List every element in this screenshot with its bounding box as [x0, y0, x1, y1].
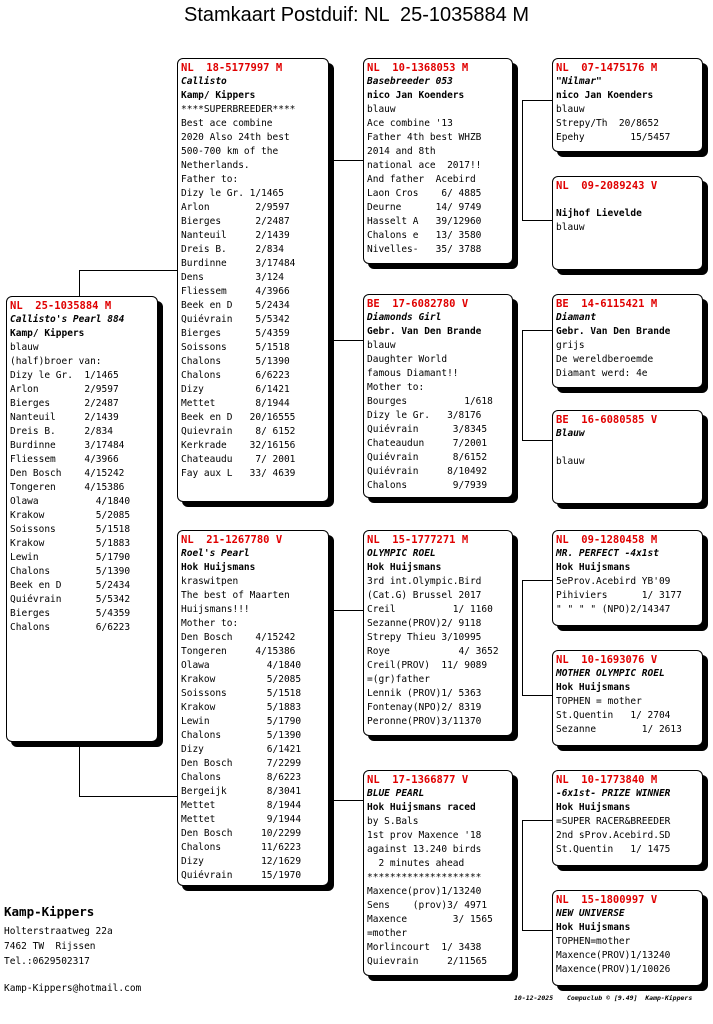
pigeon-name [556, 193, 699, 207]
page-title: Stamkaart Postduif: NL 25-1035884 M [184, 4, 529, 26]
info-line: 3rd int.Olympic.Bird [367, 576, 482, 587]
info-line: famous Diamant!! [367, 368, 459, 379]
breeder-phone: Tel.:0629502317 [4, 956, 90, 967]
connector [333, 610, 334, 800]
breeder-name: Kamp-Kippers [4, 904, 95, 919]
info-line: Dizy le Gr. 1/1465 [181, 188, 284, 199]
info-line: grijs [556, 340, 585, 351]
info-line: Chalons 6/6223 [181, 370, 290, 381]
info-line: Quievrain 8/ 6152 [181, 426, 296, 437]
info-line: Diamant werd: 4e [556, 368, 648, 379]
ff-card [363, 58, 513, 264]
ring-number: BE 16-6080585 V [556, 414, 658, 426]
info-line: The best of Maarten [181, 590, 290, 601]
pigeon-name: Callisto [181, 76, 227, 87]
info-line: Soissons 5/1518 [181, 688, 302, 699]
info-line: Roye 4/ 3652 [367, 646, 499, 657]
owner-name: Gebr. Van Den Brande [556, 326, 671, 337]
info-line: Peronne(PROV)3/11370 [367, 716, 482, 727]
info-line: 2020 Also 24th best [181, 132, 290, 143]
info-line: Burdinne 3/17484 [10, 440, 125, 451]
fff-card [552, 58, 703, 152]
ring-number: NL 21-1267780 V [181, 534, 283, 546]
info-line: blauw [10, 342, 39, 353]
info-line: Quiévrain 5/5342 [181, 314, 290, 325]
info-line: blauw [367, 104, 396, 115]
info-line: Quievrain 2/11565 [367, 956, 488, 967]
ring-number: BE 14-6115421 M [556, 298, 658, 310]
info-line: Krakow 5/2085 [181, 674, 302, 685]
info-line: Morlincourt 1/ 3438 [367, 942, 482, 953]
info-line: St.Quentin 1/ 1475 [556, 844, 671, 855]
pigeon-name: "Nilmar" [556, 76, 602, 87]
info-line: Olawa 4/1840 [181, 660, 302, 671]
info-line: =mother [367, 928, 408, 939]
info-line: Bierges 5/4359 [181, 328, 290, 339]
info-line: Chalons 9/7939 [367, 480, 488, 491]
connector [522, 440, 552, 441]
ring-number: NL 15-1777271 M [367, 534, 469, 546]
breeder-address: Holterstraatweg 22a [4, 926, 113, 937]
pigeon-name: MR. PERFECT -4x1st [556, 548, 659, 559]
info-line: Krakow 5/1883 [10, 538, 131, 549]
ring-number: NL 17-1366877 V [367, 774, 469, 786]
info-line: Fliessem 4/3966 [181, 286, 290, 297]
info-line: Laon Cros 6/ 4885 [367, 188, 482, 199]
info-line: Den Bosch 4/15242 [181, 632, 296, 643]
ring-number: BE 17-6082780 V [367, 298, 469, 310]
owner-name [556, 441, 699, 455]
ring-number: NL 25-1035884 M [10, 300, 112, 312]
owner-name: Hok Huijsmans [367, 562, 442, 573]
info-line: 5eProv.Acebird YB'09 [556, 576, 671, 587]
info-line: =SUPER RACER&BREEDER [556, 816, 671, 827]
info-line: Mettet 8/1944 [181, 398, 290, 409]
info-line: 2nd sProv.Acebird.SD [556, 830, 671, 841]
pigeon-name: Roel's Pearl [181, 548, 250, 559]
info-line: Dizy le Gr. 3/8176 [367, 410, 482, 421]
info-line: Quiévrain 8/10492 [367, 466, 488, 477]
info-line: Mother to: [181, 618, 239, 629]
info-line: Dizy le Gr. 1/1465 [10, 370, 119, 381]
info-line: Tongeren 4/15386 [181, 646, 296, 657]
print-date: 10-12-2025 [514, 994, 554, 1002]
info-line: Chalons 11/6223 [181, 842, 302, 853]
info-line: 2014 and 8th [367, 146, 436, 157]
connector [79, 270, 80, 298]
ring-number: NL 10-1773840 M [556, 774, 658, 786]
info-line: Sens (prov)3/ 4971 [367, 900, 488, 911]
info-line: Burdinne 3/17484 [181, 258, 296, 269]
info-line: 2 minutes ahead [367, 858, 465, 869]
info-line: Fliessem 4/3966 [10, 454, 119, 465]
fmf-card [552, 294, 703, 388]
info-line: Nanteuil 2/1439 [181, 230, 290, 241]
info-line: Soissons 5/1518 [10, 524, 131, 535]
owner-name: Hok Huijsmans [556, 802, 631, 813]
owner-name: Kamp/ Kippers [10, 328, 85, 339]
info-line: Maxence(prov)1/13240 [367, 886, 482, 897]
owner-name: Hok Huijsmans [556, 682, 631, 693]
info-line: Fay aux L 33/ 4639 [181, 468, 296, 479]
ring-number: NL 10-1693076 V [556, 654, 658, 666]
connector [522, 820, 552, 821]
info-line: Maxence(PROV)1/10026 [556, 964, 671, 975]
owner-name: Hok Huijsmans [556, 562, 631, 573]
info-line: Bierges 2/2487 [10, 398, 119, 409]
info-line: Krakow 5/1883 [181, 702, 302, 713]
info-line: (half)broer van: [10, 356, 102, 367]
info-line: ****SUPERBREEDER**** [181, 104, 296, 115]
pigeon-name: Basebreeder 053 [367, 76, 453, 87]
mmf-card [552, 770, 703, 866]
info-line: Dizy 12/1629 [181, 856, 302, 867]
ring-number: NL 15-1800997 V [556, 894, 658, 906]
info-line: Nivelles- 35/ 3788 [367, 244, 482, 255]
info-line: Maxence 3/ 1565 [367, 914, 493, 925]
ring-number: NL 09-1280458 M [556, 534, 658, 546]
info-line: Epehy 15/5457 [556, 132, 671, 143]
mm-card [363, 770, 513, 976]
info-line: Den Bosch 7/2299 [181, 758, 302, 769]
owner-name: Hok Huijsmans [556, 922, 631, 933]
connector [522, 100, 552, 101]
info-line: Lewin 5/1790 [181, 716, 302, 727]
info-line: Dreis B. 2/834 [10, 426, 113, 437]
info-line: Father 4th best WHZB [367, 132, 482, 143]
info-line: Chalons 6/6223 [10, 622, 131, 633]
info-line: TOPHEN = mother [556, 696, 642, 707]
mf-card [363, 530, 513, 736]
connector [333, 160, 334, 340]
info-line: blauw [556, 104, 585, 115]
ring-number: NL 07-1475176 M [556, 62, 658, 74]
info-line: =(gr)father [367, 674, 430, 685]
info-line: Nanteuil 2/1439 [10, 412, 119, 423]
info-line: Mettet 9/1944 [181, 814, 302, 825]
connector [333, 160, 363, 161]
info-line: blauw [556, 222, 585, 233]
info-line: And father Acebird [367, 174, 476, 185]
info-line: Den Bosch 10/2299 [181, 828, 302, 839]
info-line: Lennik (PROV)1/ 5363 [367, 688, 482, 699]
info-line: Krakow 5/2085 [10, 510, 131, 521]
info-line: Father to: [181, 174, 239, 185]
info-line: Bierges 5/4359 [10, 608, 131, 619]
info-line: Chateaudun 7/2001 [367, 438, 488, 449]
info-line: Tongeren 4/15386 [10, 482, 125, 493]
info-line: Quiévrain 15/1970 [181, 870, 302, 881]
software-credit: Compuclub © [9.49] Kamp-Kippers [567, 994, 693, 1002]
info-line: Chalons 5/1390 [10, 566, 131, 577]
info-line: Soissons 5/1518 [181, 342, 290, 353]
info-line: (Cat.G) Brussel 2017 [367, 590, 482, 601]
info-line: Chalons 5/1390 [181, 730, 302, 741]
info-line: Sezanne(PROV)2/ 9118 [367, 618, 482, 629]
info-line: Beek en D 20/16555 [181, 412, 296, 423]
connector [79, 796, 177, 797]
info-line: Quiévrain 3/8345 [367, 424, 488, 435]
mff-card [552, 530, 703, 626]
info-line: Lewin 5/1790 [10, 552, 131, 563]
info-line: Deurne 14/ 9749 [367, 202, 482, 213]
connector [333, 340, 363, 341]
info-line: Strepy Thieu 3/10995 [367, 632, 482, 643]
info-line: Quiévrain 8/6152 [367, 452, 488, 463]
info-line: Olawa 4/1840 [10, 496, 131, 507]
info-line: Dens 3/124 [181, 272, 284, 283]
info-line: Mother to: [367, 382, 425, 393]
fm-card [363, 294, 513, 498]
info-line: kraswitpen [181, 576, 239, 587]
info-line: Best ace combine [181, 118, 273, 129]
father-card [177, 58, 329, 502]
info-line: De wereldberoemde [556, 354, 654, 365]
pigeon-name: OLYMPIC ROEL [367, 548, 436, 559]
breeder-email: Kamp-Kippers@hotmail.com [4, 983, 142, 994]
info-line: Dreis B. 2/834 [181, 244, 284, 255]
info-line: blauw [556, 456, 585, 467]
connector [522, 100, 523, 220]
connector [522, 330, 552, 331]
connector [522, 330, 523, 440]
info-line: Mettet 8/1944 [181, 800, 302, 811]
connector [333, 610, 363, 611]
info-line: Creil 1/ 1160 [367, 604, 493, 615]
info-line: Arlon 2/9597 [181, 202, 290, 213]
info-line: Netherlands. [181, 160, 250, 171]
info-line: Sezanne 1/ 2613 [556, 724, 682, 735]
pigeon-name: Diamant [556, 312, 597, 323]
info-line: St.Quentin 1/ 2704 [556, 710, 671, 721]
owner-name: Kamp/ Kippers [181, 90, 256, 101]
info-line: Strepy/Th 20/8652 [556, 118, 659, 129]
info-line: Huijsmans!!! [181, 604, 250, 615]
info-line: Bourges 1/618 [367, 396, 493, 407]
connector [522, 820, 523, 930]
info-line: Daughter World [367, 354, 448, 365]
connector [522, 580, 552, 581]
info-line: Dizy 6/1421 [181, 384, 290, 395]
info-line: blauw [367, 340, 396, 351]
fmm-card [552, 410, 703, 504]
info-line: Maxence(PROV)1/13240 [556, 950, 671, 961]
pigeon-name: NEW UNIVERSE [556, 908, 625, 919]
info-line: Chalons e 13/ 3580 [367, 230, 482, 241]
info-line: Kerkrade 32/16156 [181, 440, 296, 451]
connector [79, 270, 177, 271]
info-line: Quiévrain 5/5342 [10, 594, 131, 605]
ring-number: NL 18-5177997 M [181, 62, 283, 74]
info-line: TOPHEN=mother [556, 936, 631, 947]
info-line: Fontenay(NPO)2/ 8319 [367, 702, 482, 713]
owner-name: Hok Huijsmans raced [367, 802, 476, 813]
info-line: Beek en D 5/2434 [10, 580, 131, 591]
owner-name: Hok Huijsmans [181, 562, 256, 573]
info-line: national ace 2017!! [367, 160, 482, 171]
connector [522, 220, 552, 221]
info-line: by S.Bals [367, 816, 419, 827]
info-line: Den Bosch 4/15242 [10, 468, 125, 479]
info-line: against 13.240 birds [367, 844, 482, 855]
pigeon-name: Callisto's Pearl 884 [10, 314, 125, 325]
info-line: Beek en D 5/2434 [181, 300, 290, 311]
connector [522, 930, 552, 931]
owner-name: Nijhof Lievelde [556, 208, 642, 219]
info-line: 1st prov Maxence '18 [367, 830, 482, 841]
mmm-card [552, 890, 703, 986]
connector [522, 695, 552, 696]
info-line: Creil(PROV) 11/ 9089 [367, 660, 488, 671]
connector [333, 800, 363, 801]
info-line: Chalons 5/1390 [181, 356, 290, 367]
ring-number: NL 09-2089243 V [556, 180, 658, 192]
connector [522, 580, 523, 695]
info-line: Hasselt A 39/12960 [367, 216, 482, 227]
ring-number: NL 10-1368053 M [367, 62, 469, 74]
connector [79, 746, 80, 796]
info-line: Arlon 2/9597 [10, 384, 119, 395]
info-line: Bierges 2/2487 [181, 216, 290, 227]
pigeon-name: Blauw [556, 428, 585, 439]
info-line: Bergeijk 8/3041 [181, 786, 302, 797]
info-line: " " " " (NPO)2/14347 [556, 604, 671, 615]
mfm-card [552, 650, 703, 746]
owner-name: nico Jan Koenders [367, 90, 465, 101]
info-line: Chalons 8/6223 [181, 772, 302, 783]
pigeon-name: MOTHER OLYMPIC ROEL [556, 668, 665, 679]
ffm-card [552, 176, 703, 270]
breeder-city: 7462 TW Rijssen [4, 941, 96, 952]
subject-card [6, 296, 158, 742]
owner-name: Gebr. Van Den Brande [367, 326, 482, 337]
info-line: Chateaudu 7/ 2001 [181, 454, 296, 465]
pigeon-name: -6x1st- PRIZE WINNER [556, 788, 671, 799]
owner-name: nico Jan Koenders [556, 90, 654, 101]
info-line: 500-700 km of the [181, 146, 279, 157]
pigeon-name: Diamonds Girl [367, 312, 442, 323]
info-line: Dizy 6/1421 [181, 744, 302, 755]
info-line: Pihiviers 1/ 3177 [556, 590, 682, 601]
info-line: Ace combine '13 [367, 118, 453, 129]
pigeon-name: BLUE PEARL [367, 788, 425, 799]
info-line: ******************** [367, 872, 482, 883]
mother-card [177, 530, 329, 886]
